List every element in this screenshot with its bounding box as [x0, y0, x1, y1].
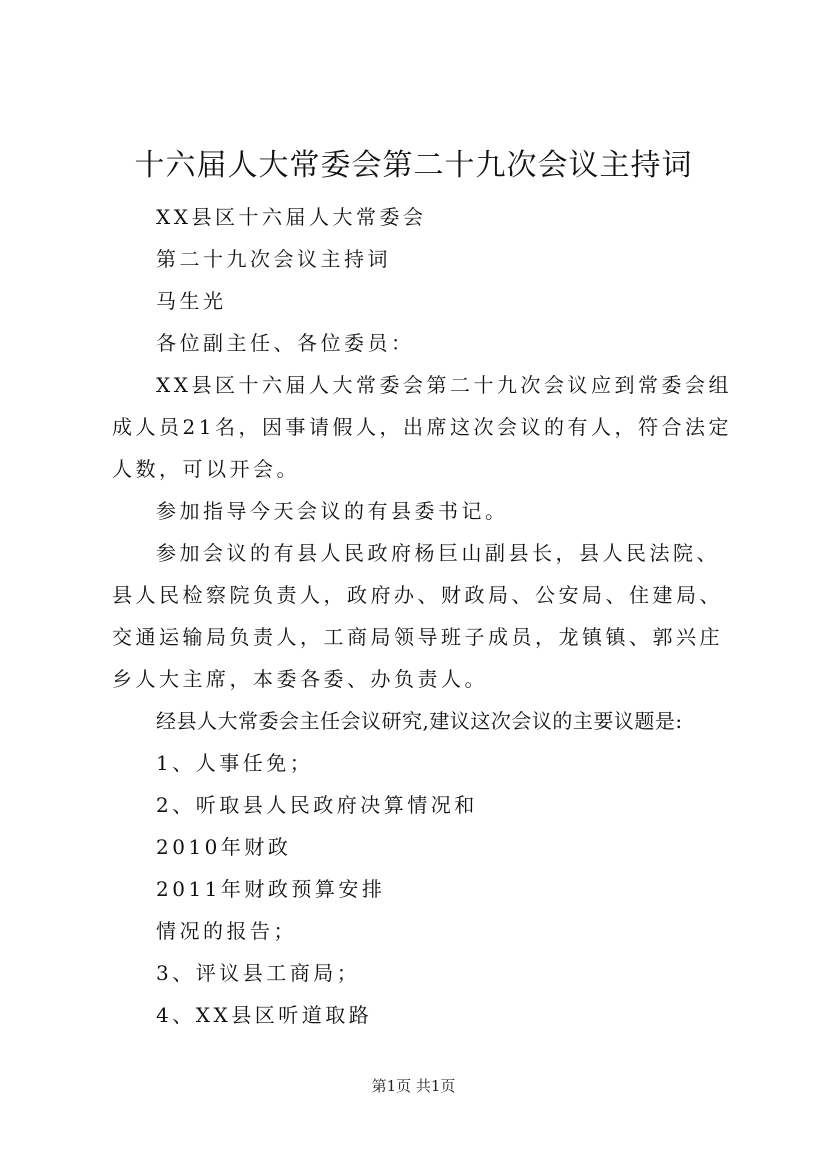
paragraph-guidance: 参加指导今天会议的有县委书记。 [156, 499, 509, 523]
paragraph-committee-name: XX县区十六届人大常委会 [156, 205, 427, 229]
agenda-item-line: 情况的报告； [156, 919, 297, 943]
paragraph-agenda-intro: 经县人大常委会主任会议研究,建议这次会议的主要议题是: [156, 709, 683, 733]
document-title: 十六届人大常委会第二十九次会议主持词 [134, 148, 693, 183]
agenda-item-line: 2010年财政 [156, 835, 292, 859]
paragraph-subtitle: 第二十九次会议主持词 [156, 247, 391, 271]
paragraph-participants: 参加会议的有县人民政府杨巨山副县长，县人民法院、县人民检察院负责人，政府办、财政局、公安局、住建局、交通运输局负责人，工商局领导班子成员，龙镇镇、郭兴庄乡人大主席，本委各委、办负责人。 [112, 541, 723, 691]
agenda-item: 1、人事任免； [156, 751, 314, 775]
agenda-item: 3、评议县工商局； [156, 961, 361, 985]
agenda-item: 2、听取县人民政府决算情况和 [156, 793, 478, 817]
page-footer: 第1页 共1页 [371, 1077, 456, 1095]
agenda-item-line: 2011年财政预算安排 [156, 877, 386, 901]
paragraph-attendance: XX县区十六届人大常委会第二十九次会议应到常委会组成人员21名，因事请假人，出席这次会议的有人，符合法定人数，可以开会。 [112, 373, 732, 481]
document-body [112, 196, 742, 1036]
agenda-item: 4、XX县区听道取路 [156, 1003, 373, 1027]
paragraph-salutation: 各位副主任、各位委员： [156, 331, 415, 355]
paragraph-speaker: 马生光 [156, 289, 227, 313]
